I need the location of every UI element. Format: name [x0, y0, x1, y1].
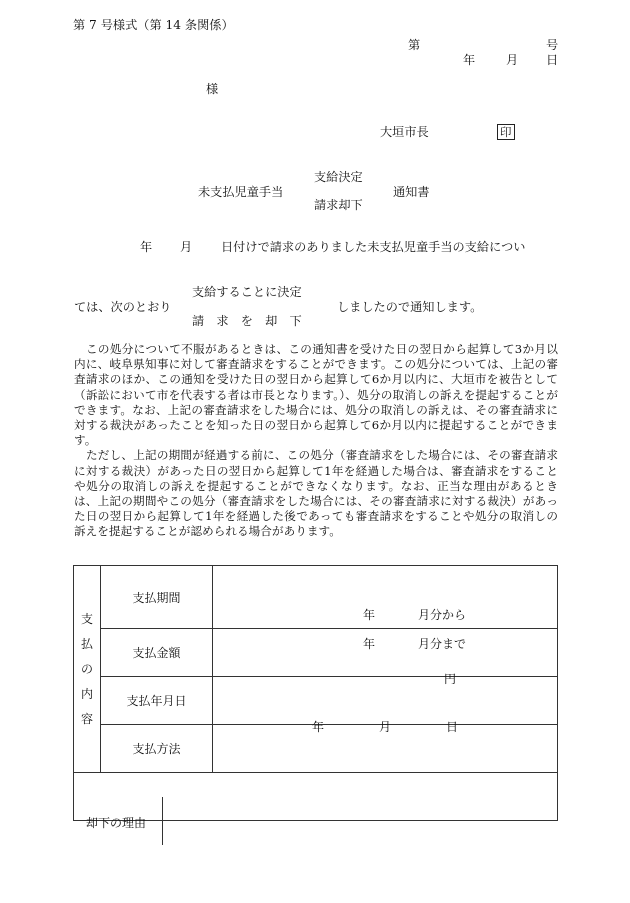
payment-details-table [73, 565, 558, 830]
issuer-name: 大垣市長 [380, 125, 429, 139]
amount-unit: 円 [444, 671, 457, 686]
issue-date-day: 日 [546, 53, 559, 67]
period-to-year: 年 [363, 637, 376, 651]
appeal-notice [74, 342, 558, 540]
section-label-char: 払 [80, 636, 93, 651]
intro-ending: しましたので通知します。 [337, 300, 483, 314]
document-number-suffix: 号 [546, 38, 559, 52]
amount-row [74, 629, 558, 677]
rejection-reason-divider [162, 797, 163, 845]
section-label [74, 566, 101, 773]
intro-option-reject: 請 求 を 却 下 [192, 314, 302, 328]
section-label-char: 内 [80, 686, 93, 701]
section-label-char: 容 [80, 711, 93, 726]
title-suffix: 通知書 [393, 185, 430, 199]
intro-month: 月 [180, 240, 193, 254]
period-label: 支払期間 [101, 566, 213, 629]
issue-date-year: 年 [463, 53, 476, 67]
payment-date-label: 支払年月日 [101, 677, 213, 725]
period-to-month: 月分まで [418, 637, 467, 651]
section-label-char: の [80, 661, 93, 676]
amount-value [213, 629, 558, 686]
payment-method-label: 支払方法 [101, 725, 213, 773]
payment-date-value [213, 677, 558, 734]
document-number-prefix: 第 [408, 38, 421, 52]
intro-continuation: ては、次のとおり [74, 300, 172, 314]
intro-option-grant: 支給することに決定 [192, 285, 302, 299]
section-label-char: 支 [80, 611, 93, 626]
rejection-reason-label: 却下の理由 [86, 815, 147, 830]
appeal-notice-paragraph-2: ただし、上記の期間が経過する前に、この処分（審査請求をした場合には、その審査請求に対する裁決）があった日の翌日から起算して1年を経過した場合は、審査請求をすることや処分の取消しの訴えを提起することができなくなります。なお、正当な理由があるときは、上記の期間やこの処分（審査請求をした場合には、その審査請求に対する裁決）があった日の翌日から起算して1年を経過した後であっても審査請求をすることや処分の取消しの訴えを提起することが認められる場合があります。 [74, 448, 558, 539]
intro-text: 日付けで請求のありました未支払児童手当の支給につい [221, 240, 526, 254]
intro-year: 年 [140, 240, 153, 254]
period-from-month: 月分から [418, 608, 467, 622]
payment-date-year: 年 [312, 719, 325, 734]
seal-mark: 印 [497, 124, 515, 140]
reason-row [74, 773, 558, 821]
title-option-grant: 支給決定 [314, 170, 363, 184]
period-value [213, 566, 558, 651]
title-prefix: 未支払児童手当 [198, 185, 284, 199]
period-from-year: 年 [363, 608, 376, 622]
addressee-suffix: 様 [206, 82, 219, 96]
payment-date-month: 月 [379, 719, 392, 734]
amount-label: 支払金額 [101, 629, 213, 677]
payment-date-row [74, 677, 558, 725]
appeal-notice-paragraph-1: この処分について不服があるときは、この通知書を受けた日の翌日から起算して3か月以内に、岐阜県知事に対して審査請求をすることができます。この処分については、上記の審査請求のほか、この通知を受けた日の翌日から起算して6か月以内に、大垣市を被告として（訴訟において市を代表する者は市長となります。）、処分の取消しの訴えを提起することができます。なお、上記の審査請求をした場合には、処分の取消しの訴えは、その審査請求に対する裁決があったことを知った日の翌日から起算して6か月以内に提起することができます。 [74, 342, 558, 448]
period-row [74, 566, 558, 629]
form-number: 第 7 号様式（第 14 条関係） [73, 18, 234, 32]
issue-date-month: 月 [506, 53, 519, 67]
title-option-reject: 請求却下 [314, 198, 363, 212]
rejection-reason-cell [74, 773, 558, 830]
payment-date-day: 日 [446, 719, 459, 734]
